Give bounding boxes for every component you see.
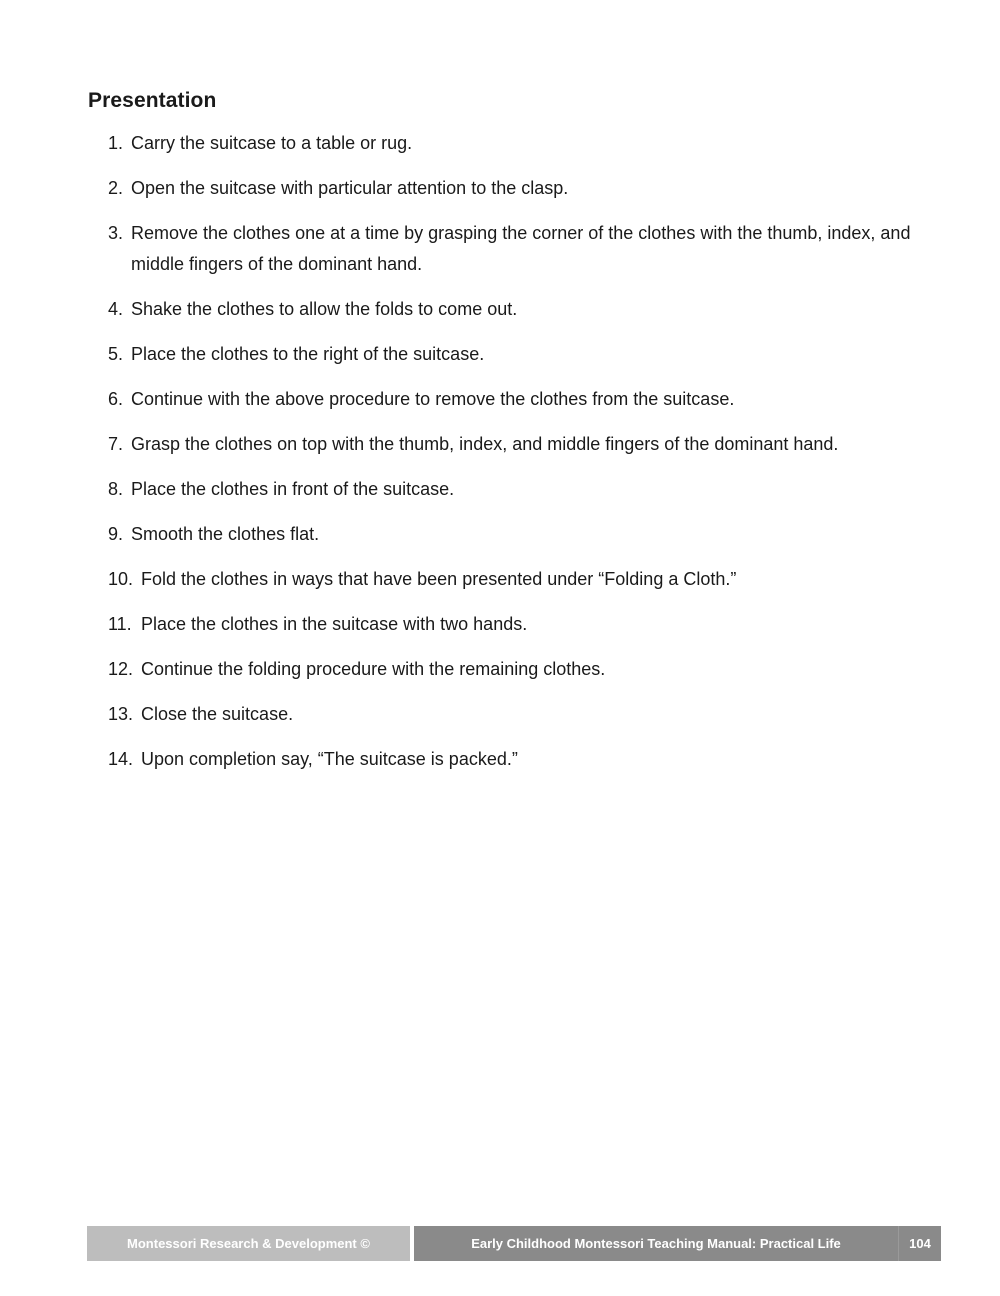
- step-text: Place the clothes to the right of the suitcase.: [131, 344, 485, 364]
- step-number: 9.: [108, 524, 124, 544]
- footer-manual-info: [414, 1226, 941, 1261]
- step-number: 6.: [108, 389, 124, 409]
- step-number: 14.: [108, 749, 134, 769]
- footer-copyright-text: Montessori Research & Development ©: [127, 1236, 370, 1251]
- list-item: [108, 173, 944, 204]
- step-number: 5.: [108, 344, 124, 364]
- step-text: Continue with the above procedure to remove the clothes from the suitcase.: [131, 389, 735, 409]
- step-text: Carry the suitcase to a table or rug.: [131, 133, 413, 153]
- list-item: [108, 564, 944, 595]
- step-number: 2.: [108, 178, 124, 198]
- step-number: 11.: [108, 614, 132, 634]
- presentation-steps-list: [108, 128, 944, 789]
- step-text: Fold the clothes in ways that have been presented under “Folding a Cloth.”: [141, 569, 737, 589]
- step-number: 12.: [108, 659, 134, 679]
- step-number: 1.: [108, 133, 124, 153]
- step-text: Remove the clothes one at a time by grasping the corner of the clothes with the thumb, index, and middle fingers of the dominant hand.: [131, 223, 911, 274]
- step-text: Open the suitcase with particular attention to the clasp.: [131, 178, 569, 198]
- list-item: [108, 744, 944, 775]
- step-number: 13.: [108, 704, 134, 724]
- step-text: Place the clothes in the suitcase with two hands.: [141, 614, 528, 634]
- step-text: Continue the folding procedure with the remaining clothes.: [141, 659, 606, 679]
- list-item: [108, 609, 944, 640]
- list-item: [108, 218, 944, 280]
- page-footer: [87, 1226, 941, 1261]
- step-text: Upon completion say, “The suitcase is packed.”: [141, 749, 518, 769]
- step-text: Smooth the clothes flat.: [131, 524, 320, 544]
- list-item: [108, 519, 944, 550]
- step-text: Grasp the clothes on top with the thumb, index, and middle fingers of the dominant hand.: [131, 434, 839, 454]
- list-item: [108, 339, 944, 370]
- list-item: [108, 128, 944, 159]
- step-number: 7.: [108, 434, 124, 454]
- step-text: Close the suitcase.: [141, 704, 294, 724]
- list-item: [108, 294, 944, 325]
- step-text: Place the clothes in front of the suitcase.: [131, 479, 455, 499]
- list-item: [108, 474, 944, 505]
- footer-copyright: [87, 1226, 410, 1261]
- footer-manual-title: Early Childhood Montessori Teaching Manual: Practical Life: [471, 1236, 841, 1251]
- footer-page-number: 104: [909, 1236, 931, 1251]
- list-item: [108, 654, 944, 685]
- step-text: Shake the clothes to allow the folds to come out.: [131, 299, 518, 319]
- step-number: 8.: [108, 479, 124, 499]
- list-item: [108, 429, 944, 460]
- section-heading: Presentation: [88, 89, 217, 112]
- step-number: 4.: [108, 299, 124, 319]
- step-number: 3.: [108, 223, 124, 243]
- list-item: [108, 384, 944, 415]
- list-item: [108, 699, 944, 730]
- step-number: 10.: [108, 569, 134, 589]
